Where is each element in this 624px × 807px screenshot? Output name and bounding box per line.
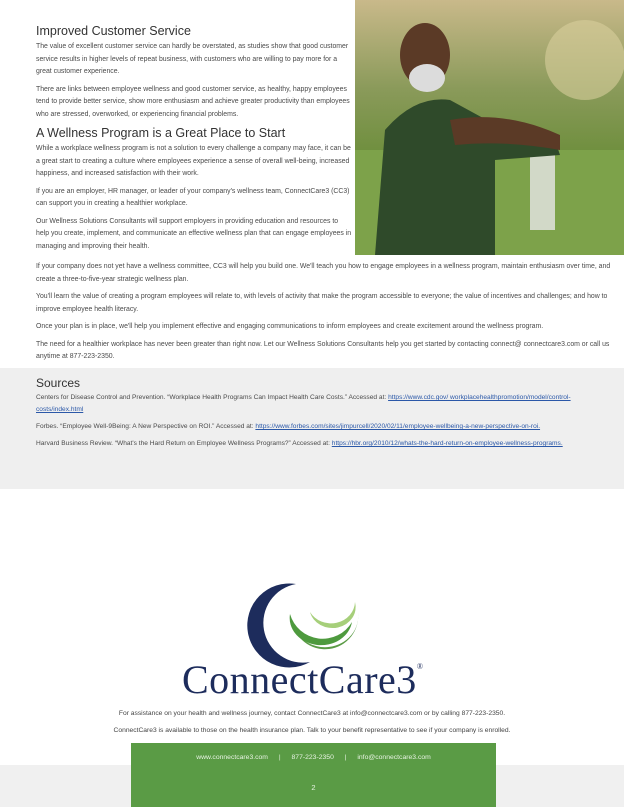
source-item: Centers for Disease Control and Prevention. “Workplace Health Programs Can Impact Health Care Costs.” Accessed at: https://www.cdc.gov/ workplacehealthpromotion/model/control-costs/index.html	[36, 394, 571, 413]
paragraph: If your company does not yet have a wellness committee, CC3 will help you build one. We'll teach you how to engage employees in a wellness program, maintain enthusiasm over time, and create a three-to-five-year strategic wellness plan.	[36, 263, 611, 283]
footer-phone: 877-223-2350	[291, 754, 334, 761]
sources-heading: Sources	[36, 376, 81, 390]
separator: |	[344, 754, 347, 761]
source-item: Harvard Business Review. “What's the Hard Return on Employee Wellness Programs?” Accessed at: https://hbr.org/2010/12/whats-the-hard-return-on-employee-wellness-programs.	[36, 440, 563, 447]
source-link[interactable]: https://www.forbes.com/sites/jimpurcell/2020/02/11/employee-wellbeing-a-new-perspective-on-roi.	[255, 423, 541, 430]
sources-section	[0, 368, 624, 489]
connectcare3-logo-text: ConnectCare3®	[182, 657, 424, 702]
heading-wellness-program: A Wellness Program is a Great Place to Start	[36, 126, 286, 140]
paragraph: Once your plan is in place, we'll help you implement effective and engaging communications to inform employees and create excitement around the wellness program.	[36, 323, 544, 330]
paragraph: Our Wellness Solutions Consultants will support employers in providing education and resources to help you create, implement, and communicate an effective wellness plan that can engage employees in managing and improving their health.	[36, 217, 352, 250]
source-item: Forbes. “Employee Well-9Being: A New Perspective on ROI.” Accessed at: https://www.forbes.com/sites/jimpurcell/2020/02/11/employee-wellbeing-a-new-perspective-on-roi.	[36, 423, 541, 430]
paragraph: While a workplace wellness program is not a solution to every challenge a company may face, it can be a great start to creating a culture where employees experience a sense of overall well-being, increased happiness, and increased satisfaction with their work.	[36, 145, 351, 177]
paragraph: There are links between employee wellness and good customer service, as healthy, happy employees tend to provide better service, show more enthusiasm and achieve greater productivity than employees who are stressed, overworked, or experiencing financial problems.	[36, 85, 350, 118]
paragraph: The need for a healthier workplace has never been greater than right now. Let our Wellness Solutions Consultants help you get started by contacting connect@ connectcare3.com or call us anytime at 877-223-2350.	[36, 340, 610, 360]
footer-bar	[131, 743, 496, 807]
eligibility-line: ConnectCare3 is available to those on the health insurance plan. Talk to your benefit representative to see if your company is enrolled.	[113, 727, 511, 734]
paragraph: You'll learn the value of creating a program employees will relate to, with levels of activity that make the program accessible to everyone; the value of incentives and challenges; and how to improve employee health literacy.	[36, 293, 608, 313]
source-link[interactable]: https://www.cdc.gov/ workplacehealthpromotion/model/control-costs/index.html	[36, 394, 571, 413]
man-stretching-photo	[355, 0, 624, 255]
paragraph: If you are an employer, HR manager, or leader of your company's wellness team, ConnectCare3 (CC3) can support you in creating a healthier workplace.	[36, 187, 350, 207]
left-column	[36, 24, 352, 258]
wide-text	[36, 261, 618, 369]
footer-email[interactable]: info@connectcare3.com	[357, 754, 431, 761]
contact-line: For assistance on your health and wellness journey, contact ConnectCare3 at info@connectcare3.com or by calling 877-223-2350.	[118, 710, 506, 717]
separator: |	[278, 754, 281, 761]
paragraph: The value of excellent customer service can hardly be overstated, as studies show that good customer service results in higher levels of repeat business, with customers who are willing to pay more for a great customer experience.	[36, 43, 349, 75]
page-number: 2	[311, 783, 316, 792]
heading-customer-service: Improved Customer Service	[36, 24, 191, 38]
source-link[interactable]: https://hbr.org/2010/12/whats-the-hard-return-on-employee-wellness-programs.	[331, 440, 563, 447]
footer-website[interactable]: www.connectcare3.com	[196, 754, 268, 761]
